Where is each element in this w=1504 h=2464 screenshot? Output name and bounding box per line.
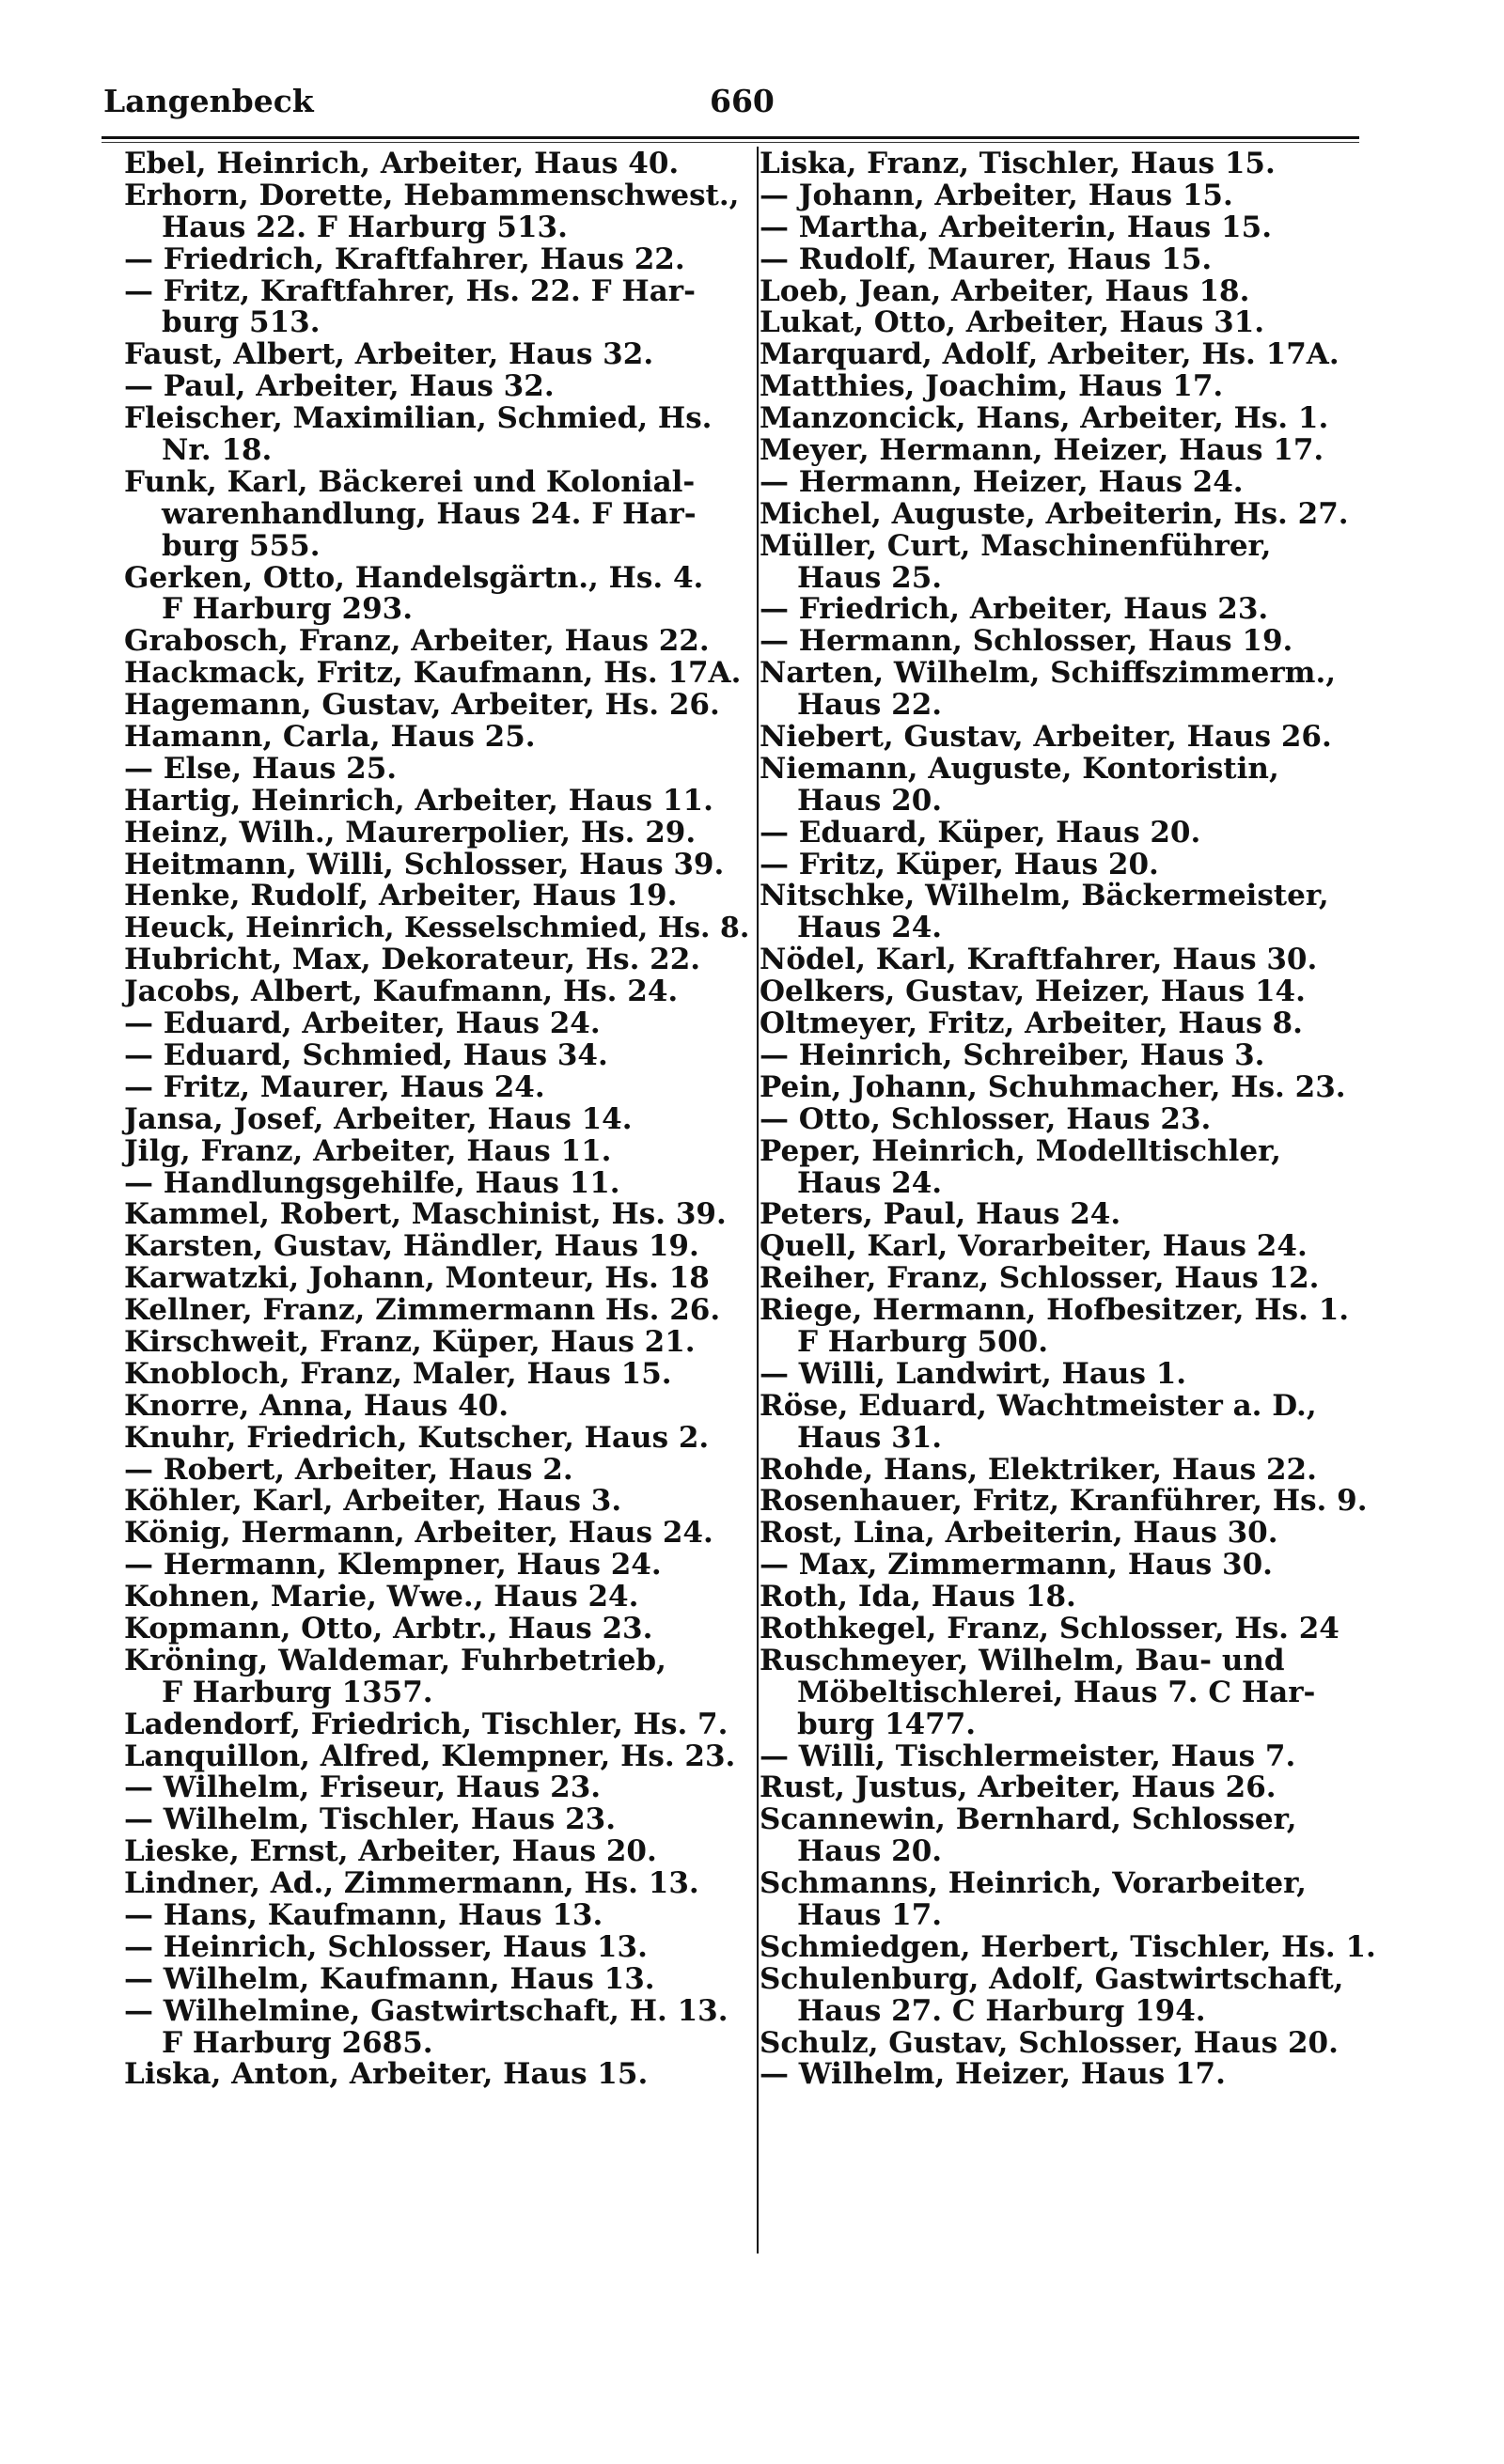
- page-header: [103, 83, 1358, 128]
- entry-line: — Heinrich, Schlosser, Haus 13.: [124, 1929, 648, 1964]
- entry-line: Schulenburg, Adolf, Gastwirtschaft,: [760, 1961, 1344, 1996]
- entry-line: Erhorn, Dorette, Hebammenschwest.,: [124, 178, 740, 212]
- entry-line: Lanquillon, Alfred, Klempner, Hs. 23.: [124, 1739, 736, 1773]
- entry-line: Hackmack, Fritz, Kaufmann, Hs. 17A.: [124, 656, 742, 691]
- entry-line: — Hermann, Heizer, Haus 24.: [760, 464, 1244, 499]
- entry-continuation-line: Haus 24.: [797, 1165, 943, 1200]
- entry-line: — Paul, Arbeiter, Haus 32.: [124, 369, 555, 404]
- entry-line: — Fritz, Maurer, Haus 24.: [124, 1069, 545, 1104]
- entry-line: — Rudolf, Maurer, Haus 15.: [760, 242, 1213, 276]
- entry-continuation-line: Haus 20.: [797, 1834, 943, 1869]
- entry-continuation-line: burg 1477.: [797, 1707, 977, 1741]
- entry-continuation-line: Haus 22. F Harburg 513.: [162, 210, 568, 244]
- entry-line: Lieske, Ernst, Arbeiter, Haus 20.: [124, 1834, 657, 1869]
- entry-line: Hagemann, Gustav, Arbeiter, Hs. 26.: [124, 688, 720, 723]
- entry-line: Niemann, Auguste, Kontoristin,: [760, 751, 1279, 786]
- entry-line: Kopmann, Otto, Arbtr., Haus 23.: [124, 1611, 653, 1645]
- entry-line: Knobloch, Franz, Maler, Haus 15.: [124, 1356, 672, 1391]
- entry-line: Pein, Johann, Schuhmacher, Hs. 23.: [760, 1069, 1346, 1104]
- entry-line: Hamann, Carla, Haus 25.: [124, 720, 536, 755]
- entry-continuation-line: F Harburg 1357.: [162, 1675, 433, 1709]
- column-divider: [757, 147, 759, 2253]
- entry-line: — Willi, Landwirt, Haus 1.: [760, 1356, 1187, 1391]
- entry-continuation-line: Haus 17.: [797, 1897, 943, 1932]
- entry-line: Jansa, Josef, Arbeiter, Haus 14.: [124, 1101, 633, 1136]
- entry-line: Peper, Heinrich, Modelltischler,: [760, 1133, 1281, 1168]
- entry-line: — Friedrich, Arbeiter, Haus 23.: [760, 592, 1269, 627]
- entry-continuation-line: warenhandlung, Haus 24. F Har-: [162, 496, 697, 531]
- entry-line: Müller, Curt, Maschinenführer,: [760, 528, 1272, 563]
- entry-line: — Handlungsgehilfe, Haus 11.: [124, 1165, 620, 1200]
- entry-continuation-line: Haus 31.: [797, 1420, 943, 1455]
- entry-line: Meyer, Hermann, Heizer, Haus 17.: [760, 433, 1324, 468]
- header-rule-thin: [102, 142, 1359, 143]
- entry-line: Knorre, Anna, Haus 40.: [124, 1388, 509, 1423]
- entry-line: Lindner, Ad., Zimmermann, Hs. 13.: [124, 1866, 699, 1901]
- entry-line: Kohnen, Marie, Wwe., Haus 24.: [124, 1580, 639, 1614]
- entry-line: Liska, Franz, Tischler, Haus 15.: [760, 147, 1276, 180]
- entry-continuation-line: Haus 25.: [797, 560, 943, 595]
- entry-line: Manzoncick, Hans, Arbeiter, Hs. 1.: [760, 401, 1329, 436]
- entry-continuation-line: Möbeltischlerei, Haus 7. C Har-: [797, 1675, 1316, 1709]
- entry-line: König, Hermann, Arbeiter, Haus 24.: [124, 1516, 713, 1551]
- left-column: [124, 148, 756, 2091]
- entry-line: Marquard, Adolf, Arbeiter, Hs. 17A.: [760, 337, 1340, 372]
- entry-line: — Eduard, Schmied, Haus 34.: [124, 1037, 608, 1072]
- entry-line: Quell, Karl, Vorarbeiter, Haus 24.: [760, 1229, 1308, 1264]
- entry-line: Rost, Lina, Arbeiterin, Haus 30.: [760, 1516, 1278, 1551]
- entry-line: Karwatzki, Johann, Monteur, Hs. 18: [124, 1261, 710, 1296]
- entry-line: Fleischer, Maximilian, Schmied, Hs.: [124, 401, 713, 436]
- entry-line: Ladendorf, Friedrich, Tischler, Hs. 7.: [124, 1707, 728, 1741]
- entry-continuation-line: burg 513.: [162, 305, 321, 340]
- entry-line: Kellner, Franz, Zimmermann Hs. 26.: [124, 1293, 721, 1328]
- entry-line: Schmanns, Heinrich, Vorarbeiter,: [760, 1866, 1307, 1901]
- entry-line: — Eduard, Arbeiter, Haus 24.: [124, 1006, 601, 1041]
- entry-line: Nödel, Karl, Kraftfahrer, Haus 30.: [760, 943, 1318, 977]
- entry-line: — Hermann, Schlosser, Haus 19.: [760, 624, 1293, 659]
- entry-line: — Wilhelm, Tischler, Haus 23.: [124, 1802, 617, 1837]
- entry-line: — Else, Haus 25.: [124, 751, 398, 786]
- entry-line: Jacobs, Albert, Kaufmann, Hs. 24.: [124, 975, 679, 1009]
- entry-line: — Wilhelmine, Gastwirtschaft, H. 13.: [124, 1993, 728, 2028]
- entry-continuation-line: burg 555.: [162, 528, 321, 563]
- entry-line: Ruschmeyer, Wilhelm, Bau- und: [760, 1643, 1285, 1677]
- page-number: 660: [710, 83, 775, 119]
- running-head: Langenbeck: [103, 83, 314, 119]
- entry-line: Matthies, Joachim, Haus 17.: [760, 369, 1224, 404]
- entry-continuation-line: F Harburg 2685.: [162, 2025, 433, 2060]
- entry-line: Knuhr, Friedrich, Kutscher, Haus 2.: [124, 1420, 710, 1455]
- entry-line: — Max, Zimmermann, Haus 30.: [760, 1548, 1273, 1583]
- header-rule: [102, 136, 1359, 139]
- entry-line: Roth, Ida, Haus 18.: [760, 1580, 1076, 1614]
- entry-line: — Heinrich, Schreiber, Haus 3.: [760, 1037, 1265, 1072]
- entry-line: Hubricht, Max, Dekorateur, Hs. 22.: [124, 943, 701, 977]
- entry-line: Nitschke, Wilhelm, Bäckermeister,: [760, 879, 1329, 913]
- entry-line: Oltmeyer, Fritz, Arbeiter, Haus 8.: [760, 1006, 1303, 1041]
- entry-continuation-line: Haus 22.: [797, 688, 943, 723]
- entry-line: Niebert, Gustav, Arbeiter, Haus 26.: [760, 720, 1332, 755]
- entry-line: Narten, Wilhelm, Schiffszimmerm.,: [760, 656, 1337, 691]
- entry-line: Köhler, Karl, Arbeiter, Haus 3.: [124, 1484, 622, 1519]
- entry-line: Rust, Justus, Arbeiter, Haus 26.: [760, 1770, 1277, 1805]
- entry-continuation-line: Haus 20.: [797, 783, 943, 818]
- entry-line: — Wilhelm, Friseur, Haus 23.: [124, 1770, 602, 1805]
- entry-line: Rosenhauer, Fritz, Kranführer, Hs. 9.: [760, 1484, 1368, 1519]
- entry-line: Schulz, Gustav, Schlosser, Haus 20.: [760, 2025, 1339, 2060]
- entry-line: Karsten, Gustav, Händler, Haus 19.: [124, 1229, 699, 1264]
- entry-line: — Willi, Tischlermeister, Haus 7.: [760, 1739, 1296, 1773]
- entry-line: — Fritz, Küper, Haus 20.: [760, 847, 1159, 881]
- entry-continuation-line: F Harburg 293.: [162, 592, 414, 627]
- entry-line: Kirschweit, Franz, Küper, Haus 21.: [124, 1324, 696, 1359]
- entry-line: Loeb, Jean, Arbeiter, Haus 18.: [760, 273, 1250, 308]
- entry-line: Liska, Anton, Arbeiter, Haus 15.: [124, 2057, 649, 2092]
- entry-line: — Wilhelm, Heizer, Haus 17.: [760, 2057, 1226, 2092]
- entry-line: Reiher, Franz, Schlosser, Haus 12.: [760, 1261, 1320, 1296]
- entry-line: Scannewin, Bernhard, Schlosser,: [760, 1802, 1297, 1837]
- entry-line: Lukat, Otto, Arbeiter, Haus 31.: [760, 305, 1265, 340]
- entry-line: Heitmann, Willi, Schlosser, Haus 39.: [124, 847, 725, 881]
- entry-line: Hartig, Heinrich, Arbeiter, Haus 11.: [124, 783, 713, 818]
- entry-line: — Robert, Arbeiter, Haus 2.: [124, 1452, 573, 1487]
- entry-line: Kammel, Robert, Maschinist, Hs. 39.: [124, 1197, 727, 1232]
- entry-line: Kröning, Waldemar, Fuhrbetrieb,: [124, 1643, 666, 1677]
- entry-continuation-line: Haus 24.: [797, 911, 943, 945]
- entry-continuation-line: Nr. 18.: [162, 433, 273, 468]
- entry-line: — Friedrich, Kraftfahrer, Haus 22.: [124, 242, 685, 276]
- entry-line: Rohde, Hans, Elektriker, Haus 22.: [760, 1452, 1317, 1487]
- entry-line: Grabosch, Franz, Arbeiter, Haus 22.: [124, 624, 710, 659]
- right-column: [760, 148, 1401, 2091]
- entry-line: Oelkers, Gustav, Heizer, Haus 14.: [760, 975, 1306, 1009]
- entry-line: Schmiedgen, Herbert, Tischler, Hs. 1.: [760, 1929, 1376, 1964]
- entry-line: Jilg, Franz, Arbeiter, Haus 11.: [124, 1133, 612, 1168]
- entry-line: Michel, Auguste, Arbeiterin, Hs. 27.: [760, 496, 1349, 531]
- entry-line: — Otto, Schlosser, Haus 23.: [760, 1101, 1212, 1136]
- entry-continuation-line: F Harburg 500.: [797, 1324, 1049, 1359]
- entry-line: — Johann, Arbeiter, Haus 15.: [760, 178, 1233, 212]
- entry-line: Ebel, Heinrich, Arbeiter, Haus 40.: [124, 147, 680, 180]
- entry-line: — Eduard, Küper, Haus 20.: [760, 815, 1201, 850]
- entry-line: Peters, Paul, Haus 24.: [760, 1197, 1121, 1232]
- entry-continuation-line: Haus 27. C Harburg 194.: [797, 1993, 1206, 2028]
- entry-line: Henke, Rudolf, Arbeiter, Haus 19.: [124, 879, 678, 913]
- entry-line: Faust, Albert, Arbeiter, Haus 32.: [124, 337, 654, 372]
- entry-line: — Martha, Arbeiterin, Haus 15.: [760, 210, 1272, 244]
- entry-line: Gerken, Otto, Handelsgärtn., Hs. 4.: [124, 560, 704, 595]
- entry-line: Funk, Karl, Bäckerei und Kolonial-: [124, 464, 696, 499]
- entry-line: Heinz, Wilh., Maurerpolier, Hs. 29.: [124, 815, 697, 850]
- entry-line: — Wilhelm, Kaufmann, Haus 13.: [124, 1961, 655, 1996]
- entry-line: — Fritz, Kraftfahrer, Hs. 22. F Har-: [124, 273, 696, 308]
- entry-line: — Hermann, Klempner, Haus 24.: [124, 1548, 662, 1583]
- entry-line: Heuck, Heinrich, Kesselschmied, Hs. 8.: [124, 912, 750, 945]
- entry-line: — Hans, Kaufmann, Haus 13.: [124, 1897, 603, 1932]
- entry-line: Riege, Hermann, Hofbesitzer, Hs. 1.: [760, 1293, 1350, 1328]
- entry-line: Rothkegel, Franz, Schlosser, Hs. 24: [760, 1611, 1340, 1645]
- entry-line: Röse, Eduard, Wachtmeister a. D.,: [760, 1388, 1317, 1423]
